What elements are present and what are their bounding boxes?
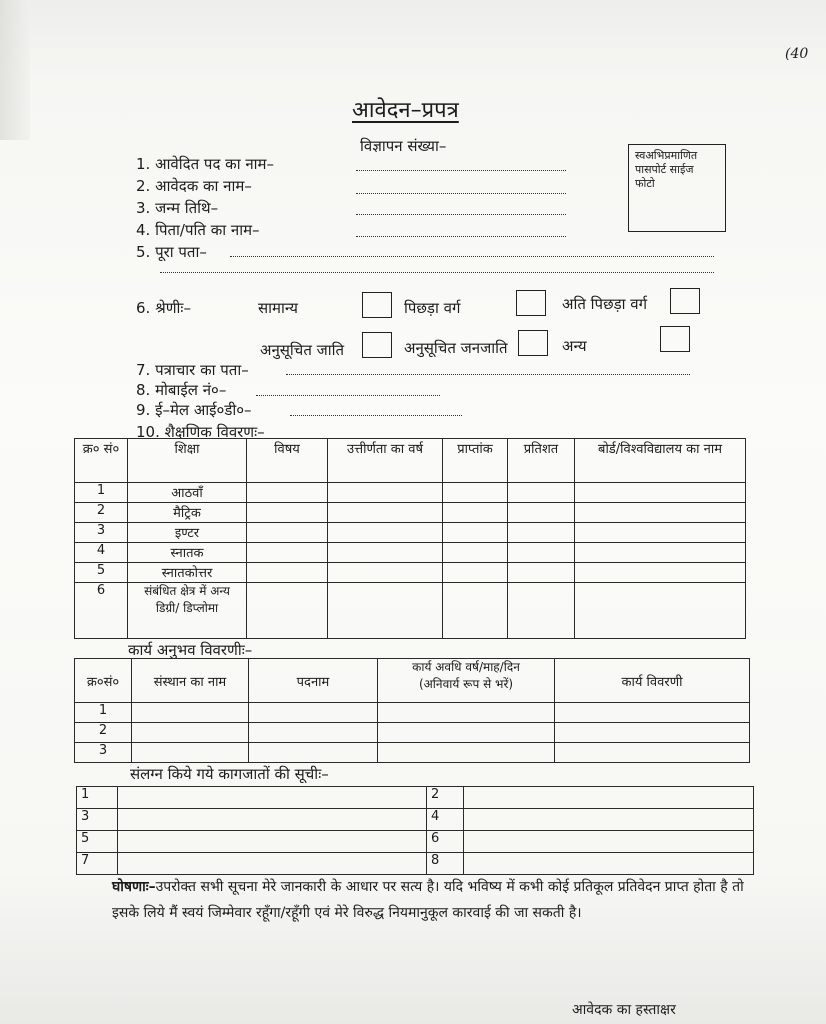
experience-title: कार्य अनुभव विवरणीः– — [128, 641, 253, 659]
photo-box-line-2: पासपोर्ट साईज — [635, 163, 694, 176]
exp-cell[interactable] — [555, 743, 750, 763]
experience-header-row — [75, 659, 750, 703]
exp-duration-line-2: (अनिवार्य रूप से भरें) — [418, 677, 514, 691]
exp-cell[interactable] — [378, 723, 555, 743]
edu-col-education: शिक्षा — [128, 439, 247, 483]
exp-row-number: 3 — [75, 743, 132, 763]
edu-cell[interactable] — [508, 483, 575, 503]
edu-row-number: 3 — [75, 523, 128, 543]
attachment-cell[interactable] — [118, 787, 427, 809]
edu-cell[interactable] — [575, 563, 746, 583]
email-label: 9. ई–मेल आई०डी०– — [136, 401, 252, 419]
edu-cell[interactable] — [575, 583, 746, 639]
edu-cell[interactable] — [443, 483, 508, 503]
edu-row-name: मैट्रिक — [128, 503, 247, 523]
photo-box-line-1: स्वअभिप्रमाणित — [635, 149, 698, 162]
table-row — [77, 787, 754, 809]
exp-col-serial: क्र०सं० — [75, 659, 132, 703]
attachment-cell[interactable] — [464, 809, 754, 831]
exp-cell[interactable] — [555, 723, 750, 743]
edu-cell[interactable] — [247, 583, 328, 639]
category-st-checkbox[interactable] — [518, 330, 548, 356]
advertisement-number-label: विज्ञापन संख्या– — [360, 137, 447, 155]
edu-cell[interactable] — [508, 563, 575, 583]
exp-col-duration — [378, 659, 555, 703]
edu-cell[interactable] — [443, 503, 508, 523]
category-other-checkbox[interactable] — [660, 326, 690, 352]
edu-cell[interactable] — [328, 503, 443, 523]
attachment-number: 2 — [427, 787, 464, 809]
edu-cell[interactable] — [328, 483, 443, 503]
edu-cell[interactable] — [575, 483, 746, 503]
declaration-text: उपरोक्त सभी सूचना मेरे जानकारी के आधार पर सत्य है। यदि भविष्य में कभी कोई प्रतिकूल प्रतिवेदन प्राप्त होता है तो इसके लिये मैं स्वयं जिम्मेवार रहूँगा/रहूँगी एवं मेरे विरुद्ध नियमानुकूल कारवाई की जा सकती है। — [112, 879, 744, 921]
declaration-label: घोषणाः– — [112, 879, 156, 895]
edu-row-name: संबंधित क्षेत्र में अन्य डिग्री/ डिप्लोमा — [128, 583, 247, 639]
table-row — [75, 703, 750, 723]
post-name-label: 1. आवेदित पद का नाम– — [136, 155, 275, 173]
category-st-label: अनुसूचित जनजाति — [404, 339, 508, 357]
exp-cell[interactable] — [132, 743, 249, 763]
table-row — [75, 743, 750, 763]
edu-cell[interactable] — [575, 503, 746, 523]
attachment-number: 8 — [427, 853, 464, 875]
edu-col-passing-year: उत्तीर्णता का वर्ष — [328, 439, 443, 483]
table-row — [75, 523, 746, 543]
correspondence-address-label: 7. पत्राचार का पता– — [136, 361, 249, 379]
category-sc-checkbox[interactable] — [362, 332, 392, 358]
table-row — [75, 563, 746, 583]
edu-cell[interactable] — [328, 583, 443, 639]
attachment-cell[interactable] — [464, 787, 754, 809]
table-row — [75, 723, 750, 743]
edu-row-name: आठवाँ — [128, 483, 247, 503]
edu-cell[interactable] — [247, 543, 328, 563]
edu-cell[interactable] — [443, 563, 508, 583]
father-husband-name-input[interactable] — [356, 236, 566, 237]
category-label: 6. श्रेणीः– — [136, 299, 191, 317]
exp-col-institution: संस्थान का नाम — [132, 659, 249, 703]
education-details-label: 10. शैक्षणिक विवरणः– — [136, 423, 265, 441]
category-sc-label: अनुसूचित जाति — [260, 341, 345, 359]
edu-cell[interactable] — [508, 523, 575, 543]
edu-row-number: 4 — [75, 543, 128, 563]
edu-cell[interactable] — [247, 523, 328, 543]
table-row — [75, 483, 746, 503]
table-row — [75, 543, 746, 563]
category-backward-checkbox[interactable] — [516, 290, 546, 316]
education-header-row — [75, 439, 746, 483]
edu-cell[interactable] — [508, 503, 575, 523]
table-row — [75, 503, 746, 523]
edu-cell[interactable] — [575, 523, 746, 543]
category-backward-label: पिछड़ा वर्ग — [404, 299, 461, 317]
attachment-number: 7 — [77, 853, 118, 875]
edu-row-name: स्नातकोत्तर — [128, 563, 247, 583]
attachments-table — [76, 786, 754, 875]
edu-cell[interactable] — [328, 523, 443, 543]
exp-cell[interactable] — [249, 743, 378, 763]
category-general-checkbox[interactable] — [362, 292, 392, 318]
exp-col-description: कार्य विवरणी — [555, 659, 750, 703]
full-address-input-line-2[interactable] — [160, 272, 714, 273]
exp-cell[interactable] — [378, 743, 555, 763]
exp-row-number: 2 — [75, 723, 132, 743]
table-row — [77, 809, 754, 831]
attachment-cell[interactable] — [118, 831, 427, 853]
edu-cell[interactable] — [575, 543, 746, 563]
edu-row-name: इण्टर — [128, 523, 247, 543]
edu-row-number: 2 — [75, 503, 128, 523]
father-husband-name-label: 4. पिता/पति का नाम– — [136, 221, 260, 239]
edu-col-percentage: प्रतिशत — [508, 439, 575, 483]
edu-cell[interactable] — [443, 543, 508, 563]
edu-col-subject: विषय — [247, 439, 328, 483]
correspondence-address-input[interactable] — [286, 374, 690, 375]
category-other-label: अन्य — [562, 337, 587, 355]
attachment-cell[interactable] — [464, 831, 754, 853]
edu-cell[interactable] — [247, 503, 328, 523]
category-extremely-backward-label: अति पिछड़ा वर्ग — [562, 295, 648, 313]
edu-cell[interactable] — [443, 523, 508, 543]
attachment-cell[interactable] — [118, 809, 427, 831]
exp-cell[interactable] — [249, 723, 378, 743]
attachment-number: 4 — [427, 809, 464, 831]
attachment-cell[interactable] — [118, 853, 427, 875]
edu-cell[interactable] — [247, 563, 328, 583]
attachment-number: 6 — [427, 831, 464, 853]
category-general-label: सामान्य — [258, 299, 299, 317]
education-table — [74, 438, 746, 639]
birth-date-input[interactable] — [356, 214, 566, 215]
birth-date-label: 3. जन्म तिथि– — [136, 199, 219, 217]
category-extremely-backward-checkbox[interactable] — [670, 288, 700, 314]
attachment-number: 3 — [77, 809, 118, 831]
edu-cell[interactable] — [508, 583, 575, 639]
applicant-signature-label: आवेदक का हस्ताक्षर — [572, 1002, 676, 1018]
exp-col-designation: पदनाम — [249, 659, 378, 703]
attachment-number: 5 — [77, 831, 118, 853]
edu-cell[interactable] — [508, 543, 575, 563]
photo-box-line-3: फोटो — [635, 177, 655, 190]
photo-box[interactable] — [628, 144, 726, 232]
full-address-label: 5. पूरा पता– — [136, 243, 207, 261]
edu-cell[interactable] — [443, 583, 508, 639]
exp-cell[interactable] — [132, 723, 249, 743]
attachment-cell[interactable] — [464, 853, 754, 875]
edu-row-number: 1 — [75, 483, 128, 503]
edu-row-number: 5 — [75, 563, 128, 583]
form-title: आवेदन–प्रपत्र — [352, 98, 459, 123]
edu-col-board-university: बोर्ड/विश्वविद्यालय का नाम — [575, 439, 746, 483]
edu-cell[interactable] — [328, 563, 443, 583]
declaration — [112, 874, 752, 926]
edu-col-marks: प्राप्तांक — [443, 439, 508, 483]
table-row — [77, 853, 754, 875]
exp-cell[interactable] — [555, 703, 750, 723]
edu-cell[interactable] — [328, 543, 443, 563]
exp-duration-line-1: कार्य अवधि वर्ष/माह/दिन — [412, 660, 520, 674]
mobile-label: 8. मोबाईल नं०– — [136, 381, 227, 399]
edu-row-name: स्नातक — [128, 543, 247, 563]
mobile-input[interactable] — [256, 395, 440, 396]
email-input[interactable] — [290, 415, 462, 416]
edu-row-number: 6 — [75, 583, 128, 639]
exp-cell[interactable] — [249, 703, 378, 723]
applicant-name-input[interactable] — [356, 193, 566, 194]
exp-cell[interactable] — [378, 703, 555, 723]
applicant-name-label: 2. आवेदक का नाम– — [136, 177, 252, 195]
attachments-title: संलग्न किये गये कागजातों की सूचीः– — [130, 765, 329, 783]
table-row — [77, 831, 754, 853]
edu-col-serial: क्र० सं० — [75, 439, 128, 483]
post-name-input[interactable] — [356, 170, 566, 171]
attachment-number: 1 — [77, 787, 118, 809]
edu-cell[interactable] — [247, 483, 328, 503]
table-row — [75, 583, 746, 639]
exp-row-number: 1 — [75, 703, 132, 723]
full-address-input-line-1[interactable] — [230, 256, 714, 257]
experience-table — [74, 658, 750, 763]
page-number: (40 — [785, 46, 809, 62]
paper-edge-shadow — [0, 0, 30, 140]
exp-cell[interactable] — [132, 703, 249, 723]
